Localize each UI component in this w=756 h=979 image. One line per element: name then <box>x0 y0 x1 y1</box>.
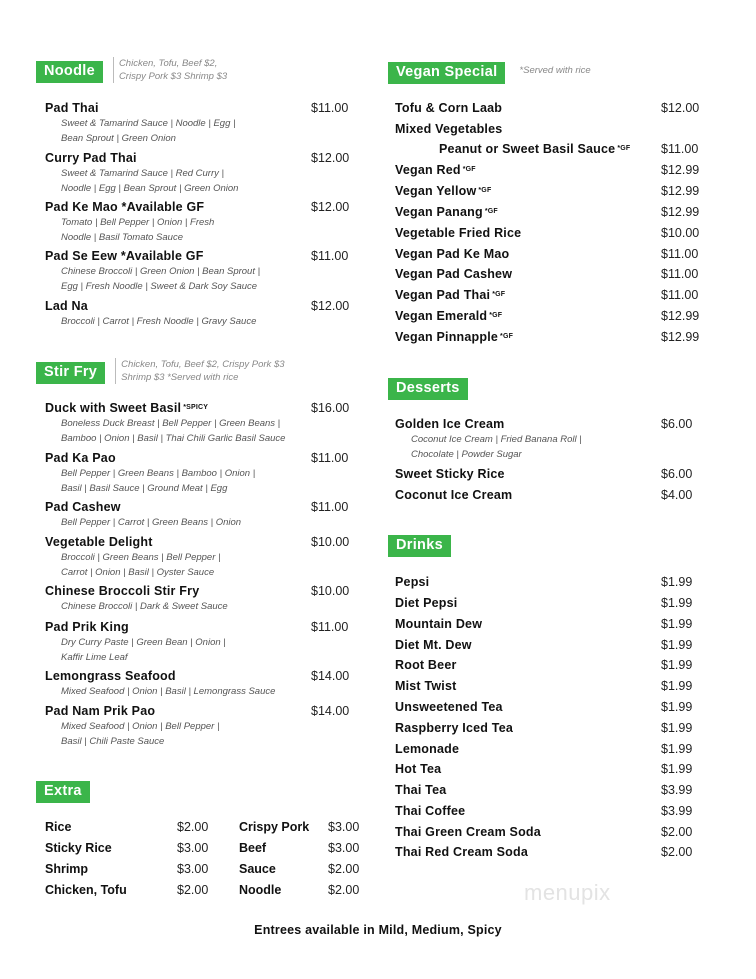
extra-item-name: Chicken, Tofu <box>45 883 127 897</box>
extra-header <box>36 781 90 803</box>
menu-item: Sweet Sticky Rice $6.00 <box>395 467 693 481</box>
menu-item: Pad Cashew $11.00 Bell Pepper | Carrot | Green Beans | Onion <box>45 500 349 528</box>
extra-item-name: Sauce <box>239 862 276 876</box>
menu-item: Vegan Pad Thai $^{*GF}$ $11.00 <box>395 288 699 302</box>
drink-item: Thai Tea $3.99 <box>395 783 693 797</box>
extra-item-name: Beef <box>239 841 267 855</box>
menu-item: Coconut Ice Cream $4.00 <box>395 488 693 502</box>
drink-item: Diet Mt. Dew $1.99 <box>395 638 693 652</box>
footer-note: Entrees available in Mild, Medium, Spicy <box>254 923 502 937</box>
extra-item-name: Sticky Rice <box>45 841 112 855</box>
menu-item: Pad Thai $11.00 Sweet & Tamarind Sauce | Noodle | Egg | Bean Sprout | Green Onion <box>45 101 349 144</box>
drink-item: Mountain Dew $1.99 <box>395 617 693 631</box>
drink-item: Pepsi $1.99 <box>395 575 693 589</box>
menu-item: Pad Nam Prik Pao $14.00 Mixed Seafood | Onion | Bell Pepper | Basil | Chili Paste Sauce <box>45 704 350 747</box>
extra-item-price: $3.00 <box>177 841 209 855</box>
menu-item: Vegan Pad Cashew $11.00 <box>395 267 699 281</box>
menu-item: Peanut or Sweet Basil Sauce $^{*GF}$ $11.00 <box>439 142 699 156</box>
drink-item: Unsweetened Tea $1.99 <box>395 700 693 714</box>
vegan-title: Vegan Special <box>388 62 505 84</box>
noodle-note: Chicken, Tofu, Beef $2, Crispy Pork $3 Shrimp $3 <box>113 57 227 83</box>
desserts-header <box>388 378 468 400</box>
extra-item-price: $3.00 <box>328 841 360 855</box>
extra-title: Extra <box>36 781 90 803</box>
menu-item: Vegan Yellow $^{*GF}$ $12.99 <box>395 184 700 198</box>
extra-item-price: $2.00 <box>177 820 209 834</box>
menu-item: Lemongrass Seafood $14.00 Mixed Seafood | Onion | Basil | Lemongrass Sauce <box>45 669 350 697</box>
drinks-header <box>388 535 451 557</box>
drink-item: Mist Twist $1.99 <box>395 679 693 693</box>
noodle-header <box>36 58 228 83</box>
menu-item: Curry Pad Thai $12.00 Sweet & Tamarind Sauce | Red Curry | Noodle | Egg | Bean Sprout | Green Onion <box>45 151 350 194</box>
extra-item-price: $2.00 <box>328 862 360 876</box>
extra-item-name: Rice <box>45 820 72 834</box>
menu-item: Vegan Pinnapple $^{*GF}$ $12.99 <box>395 330 700 344</box>
stirfry-title: Stir Fry <box>36 362 105 384</box>
vegan-header <box>388 62 591 84</box>
menu-item: Lad Na $12.00 Broccoli | Carrot | Fresh Noodle | Gravy Sauce <box>45 299 350 327</box>
drinks-title: Drinks <box>388 535 451 557</box>
extra-item-price: $3.00 <box>177 862 209 876</box>
desserts-title: Desserts <box>388 378 468 400</box>
drink-item: Thai Green Cream Soda $2.00 <box>395 825 693 839</box>
stirfry-header <box>36 359 285 384</box>
extra-item-price: $2.00 <box>328 883 360 897</box>
menu-item: Vegetable Delight $10.00 Broccoli | Green Beans | Bell Pepper | Carrot | Onion | Basil | Oyster Sauce <box>45 535 350 578</box>
menu-item: Golden Ice Cream $6.00 Coconut Ice Cream | Fried Banana Roll | Chocolate | Powder Sugar <box>395 417 693 460</box>
watermark-logo: menupix <box>524 880 611 905</box>
drink-item: Root Beer $1.99 <box>395 658 693 672</box>
extra-item-name: Shrimp <box>45 862 89 876</box>
drink-item: Diet Pepsi $1.99 <box>395 596 693 610</box>
drink-item: Thai Red Cream Soda $2.00 <box>395 845 693 859</box>
menu-item: Pad Ke Mao *Available GF $12.00 Tomato | Bell Pepper | Onion | Fresh Noodle | Basil Tomato Sauce <box>45 200 350 243</box>
menu-item: Tofu & Corn Laab $12.00 <box>395 101 700 115</box>
noodle-title: Noodle <box>36 61 103 83</box>
menu-item: Pad Prik King $11.00 Dry Curry Paste | Green Bean | Onion | Kaffir Lime Leaf <box>45 620 349 663</box>
drink-item: Thai Coffee $3.99 <box>395 804 693 818</box>
extra-item-name: Noodle <box>239 883 282 897</box>
menu-item: Vegan Pad Ke Mao $11.00 <box>395 247 699 261</box>
extra-item-name: Crispy Pork <box>239 820 310 834</box>
menu-item: Pad Se Eew *Available GF $11.00 Chinese Broccoli | Green Onion | Bean Sprout | Egg | Fresh Noodle | Sweet & Dark Soy Sauce <box>45 249 349 292</box>
menu-item: Mixed Vegetables <box>395 122 503 136</box>
stirfry-note: Chicken, Tofu, Beef $2, Crispy Pork $3 Shrimp $3 *Served with rice <box>115 358 284 384</box>
drink-item: Raspberry Iced Tea $1.99 <box>395 721 693 735</box>
drink-item: Hot Tea $1.99 <box>395 762 693 776</box>
menu-item: Vegan Red $^{*GF}$ $12.99 <box>395 163 700 177</box>
menu-item: Duck with Sweet Basil $^{*SPICY}$ $16.00 Boneless Duck Breast | Bell Pepper | Green Beans | Bamboo | Onion | Basil | Thai Chili Garlic Basil Sauce <box>45 401 350 444</box>
menu-item: Vegetable Fried Rice $10.00 <box>395 226 700 240</box>
menu-item: Vegan Panang $^{*GF}$ $12.99 <box>395 205 700 219</box>
menu-item: Pad Ka Pao $11.00 Bell Pepper | Green Beans | Bamboo | Onion | Basil | Basil Sauce | Ground Meat | Egg <box>45 451 349 494</box>
vegan-note: *Served with rice <box>519 65 591 76</box>
menu-item: Vegan Emerald $^{*GF}$ $12.99 <box>395 309 700 323</box>
extra-item-price: $3.00 <box>328 820 360 834</box>
drink-item: Lemonade $1.99 <box>395 742 693 756</box>
extra-item-price: $2.00 <box>177 883 209 897</box>
menu-item: Chinese Broccoli Stir Fry $10.00 Chinese Broccoli | Dark & Sweet Sauce <box>45 584 350 612</box>
